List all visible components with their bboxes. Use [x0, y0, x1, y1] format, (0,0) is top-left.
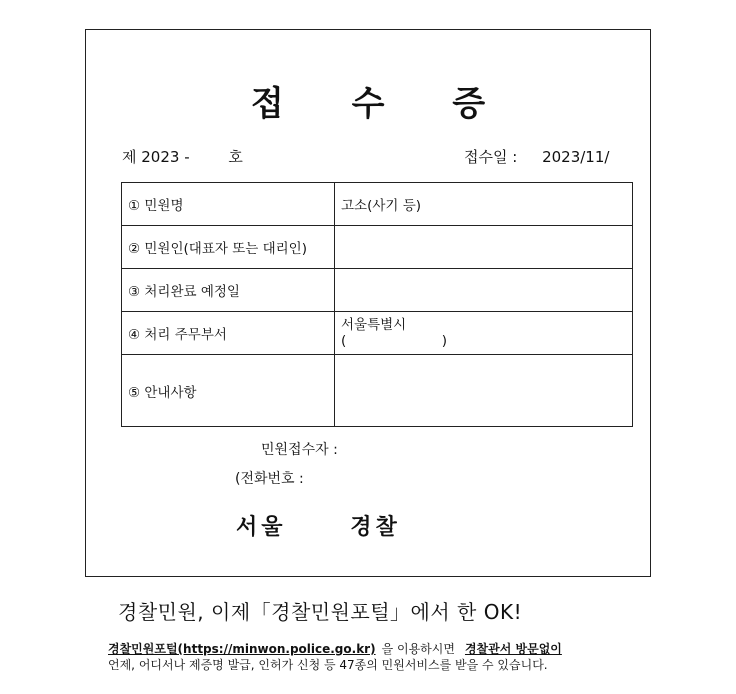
row-label-complainant: ② 민원인(대표자 또는 대리인) — [122, 226, 335, 269]
receiver-label: 민원접수자 : — [261, 442, 338, 458]
no-visit-emphasis: 경찰관서 방문없이 — [464, 642, 562, 656]
table-row — [122, 183, 633, 226]
table-row — [122, 226, 633, 269]
promo-body-text: 언제, 어디서나 제증명 발급, 인허가 신청 등 47종의 민원서비스를 받을 수 있습니다. — [108, 658, 548, 672]
row-value-notice — [335, 355, 633, 427]
department-paren-open: ( — [341, 333, 347, 349]
portal-link-text: 경찰민원포털(https://minwon.police.go.kr) — [108, 642, 376, 656]
receipt-date-value: 2023/11/ — [542, 148, 610, 166]
promo-portal-line — [108, 640, 562, 657]
department-city: 서울특별시 — [341, 317, 407, 333]
receipt-title: 접 수 증 — [250, 84, 514, 124]
row-value-complainant — [335, 226, 633, 269]
phone-label: (전화번호 : — [235, 471, 304, 487]
table-row — [122, 312, 633, 355]
receipt-number-suffix: 호 — [228, 148, 243, 166]
receipt-date-label: 접수일 : — [464, 148, 518, 166]
row-label-notice: ⑤ 안내사항 — [122, 355, 335, 427]
receipt-number — [122, 146, 243, 167]
police-station-name — [236, 510, 401, 541]
promo-headline: 경찰민원, 이제「경찰민원포털」에서 한 OK! — [118, 600, 523, 624]
row-value-completion-date — [335, 269, 633, 312]
portal-use-text: 을 이용하시면 — [381, 642, 455, 656]
table-row — [122, 269, 633, 312]
receipt-number-prefix: 제 2023 - — [122, 148, 190, 166]
station-name-city: 서울 — [236, 515, 287, 540]
row-label-complaint-name: ① 민원명 — [122, 183, 335, 226]
department-blank — [341, 333, 447, 349]
row-value-department — [335, 312, 633, 355]
station-name-police: 경찰 — [350, 515, 401, 540]
row-label-department: ④ 처리 주무부서 — [122, 312, 335, 355]
receipt-info-table — [121, 182, 633, 427]
row-label-completion-date: ③ 처리완료 예정일 — [122, 269, 335, 312]
receipt-date — [464, 146, 609, 167]
table-row — [122, 355, 633, 427]
receipt-form — [85, 29, 651, 577]
row-value-complaint-name: 고소(사기 등) — [335, 183, 633, 226]
department-paren-close: ) — [441, 333, 447, 349]
